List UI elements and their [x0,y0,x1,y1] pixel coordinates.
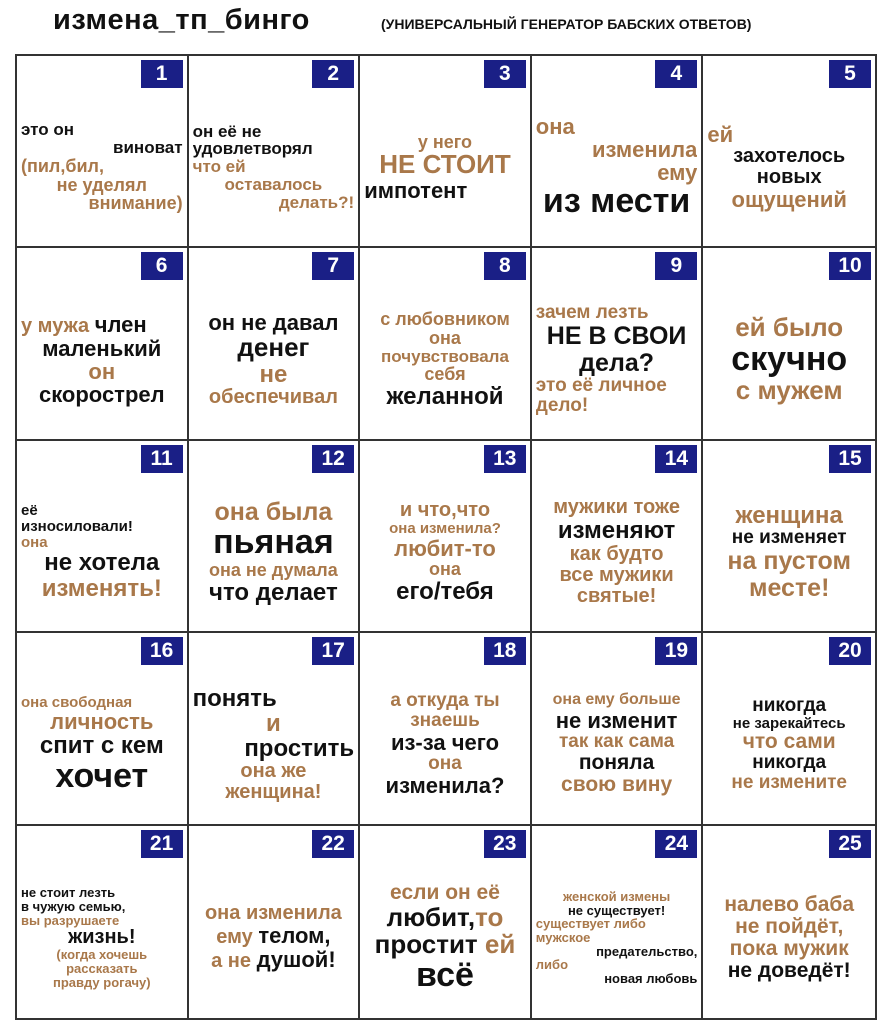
cell-number-badge: 14 [655,445,697,473]
bingo-cell [360,826,532,1018]
cell-number-badge: 8 [484,252,526,280]
cell-text [364,862,526,1014]
bingo-cell [189,826,361,1018]
bingo-cell [532,248,704,440]
cell-line: она же [240,760,307,783]
cell-line: она ему больше [552,691,681,709]
cell-text [364,92,526,242]
bingo-grid [15,54,877,1020]
cell-text [193,669,355,819]
cell-line: простить [244,734,355,762]
bingo-cell [532,826,704,1018]
cell-number-badge: 23 [484,830,526,858]
cell-number-badge: 12 [312,445,354,473]
cell-text [21,284,183,434]
cell-line: она свободная [21,693,133,711]
cell-line: зачем лезть [535,302,649,324]
cell-line: поняла [578,751,655,775]
cell-line: жизнь! [68,926,136,949]
cell-line: у него [417,131,473,152]
cell-line: что делает [209,578,338,606]
cell-text [707,477,871,627]
cell-text [536,284,698,434]
page-subtitle: (УНИВЕРСАЛЬНЫЙ ГЕНЕРАТОР БАБСКИХ ОТВЕТОВ) [381,16,752,32]
cell-line: никогда [752,694,827,716]
cell-line: не измените [731,772,847,794]
page-title: измена_тп_бинго [53,4,310,36]
cell-line: маленький [42,335,162,361]
cell-number-badge: 9 [655,252,697,280]
cell-line: не хотела [44,549,160,577]
cell-line: женщина! [225,781,322,804]
cell-line: все мужики [559,563,674,586]
cell-line: он [88,359,116,385]
cell-line: святые! [576,584,657,607]
cell-text [536,477,698,627]
cell-line: из-за чего [390,730,500,756]
cell-line: что сами [742,730,836,754]
cell-text [193,92,355,242]
cell-line: месте! [748,573,830,602]
cell-line: с мужем [735,375,843,406]
cell-line: пока мужик [729,936,849,960]
cell-line: оставалось [224,175,323,195]
cell-line: не стоит лезть [21,885,116,901]
bingo-cell [703,441,875,633]
cell-line: виноват [113,137,183,157]
cell-line: скорострел [38,382,165,408]
bingo-cell [189,633,361,825]
bingo-cell [703,826,875,1018]
cell-text [707,92,871,242]
cell-line: он её не [192,121,262,141]
cell-line: знаешь [410,710,480,732]
cell-line: скучно [731,339,848,378]
cell-line: личность [50,709,154,735]
cell-line: либо [535,957,569,973]
cell-line: ощущений [731,187,847,213]
bingo-cell [703,248,875,440]
cell-line: (когда хочешь [56,947,148,963]
cell-line: денег [237,332,310,363]
cell-line: не пойдёт, [735,914,844,938]
cell-text [707,284,871,434]
cell-line: не изменит [555,708,678,734]
cell-text [193,862,355,1014]
cell-line: у мужа член [21,311,147,337]
cell-line: что ей [192,157,246,177]
cell-line: желанной [386,383,504,411]
cell-line: любит-то [394,535,496,561]
cell-number-badge: 17 [312,637,354,665]
cell-number-badge: 5 [829,60,871,88]
cell-line: ей [707,122,734,148]
cell-text [364,669,526,819]
cell-line: ему телом, [216,923,331,949]
cell-text [536,669,698,819]
cell-line: его/тебя [396,577,494,605]
cell-line: себя [424,364,466,385]
cell-line: дело! [535,394,589,416]
cell-line: изменять! [41,574,162,602]
cell-number-badge: 25 [829,830,871,858]
cell-line: мужики тоже [553,496,680,519]
bingo-cell [17,633,189,825]
cell-text [536,92,698,242]
cell-line: она изменила [204,902,342,925]
cell-number-badge: 10 [829,252,871,280]
cell-line: на пустом [727,547,851,576]
cell-line: это он [21,120,75,140]
cell-line: её [21,502,38,520]
bingo-cell [17,56,189,248]
cell-line: не зарекайтесь [732,714,846,732]
bingo-cell [17,826,189,1018]
cell-text [707,669,871,819]
cell-number-badge: 13 [484,445,526,473]
cell-line: любит,то [386,901,504,932]
cell-number-badge: 22 [312,830,354,858]
cell-text [21,669,183,819]
cell-line: НЕ СТОИТ [379,149,511,180]
cell-text [21,477,183,627]
cell-line: не доведёт! [727,958,851,982]
bingo-cell [17,441,189,633]
bingo-cell [360,56,532,248]
cell-line: не изменяет [731,527,847,549]
bingo-cell [360,633,532,825]
cell-line: женщина [735,502,843,530]
cell-number-badge: 6 [141,252,183,280]
cell-line: ей было [735,312,844,343]
cell-number-badge: 3 [484,60,526,88]
cell-line: не уделял [56,174,147,195]
cell-line: делать?! [278,192,355,212]
cell-number-badge: 21 [141,830,183,858]
cell-line: захотелось [733,145,846,168]
cell-line: это её личное [535,374,667,396]
cell-line: она не думала [209,559,338,580]
cell-line: новая любовь [604,970,698,986]
cell-line: и что,что [399,499,491,522]
cell-text [364,477,526,627]
cell-line: ему [657,159,698,185]
bingo-cell [360,441,532,633]
cell-line: она [428,753,462,775]
cell-line: как будто [569,542,664,565]
cell-number-badge: 19 [655,637,697,665]
cell-line: почувствовала [381,346,509,366]
cell-line: внимание) [88,193,183,214]
cell-line: новых [756,166,822,189]
cell-number-badge: 11 [141,445,183,473]
cell-text [536,862,698,1014]
cell-line: она [21,533,48,551]
bingo-cell [532,56,704,248]
cell-line: в чужую семью, [21,899,126,914]
cell-line: изменила [591,136,698,162]
cell-line: обеспечивал [208,385,338,408]
cell-line: мужское [535,929,591,945]
cell-line: не [259,360,288,388]
bingo-cell [703,633,875,825]
cell-line: всё [416,956,474,995]
cell-number-badge: 16 [141,637,183,665]
cell-line: он не давал [208,310,339,336]
cell-line: удовлетворял [192,139,313,159]
cell-line: дела? [579,348,655,377]
cell-number-badge: 24 [655,830,697,858]
cell-number-badge: 20 [829,637,871,665]
cell-text [21,92,183,242]
cell-line: предательство, [596,943,698,959]
cell-line: простит ей [374,928,516,959]
cell-line: износиловали! [21,517,133,535]
cell-line: изменяют [557,517,676,545]
cell-line: никогда [752,752,827,774]
cell-line: (пил,бил, [21,155,104,176]
cell-line: она [429,327,461,348]
cell-line: вы разрушаете [21,912,120,928]
cell-number-badge: 4 [655,60,697,88]
bingo-cell [189,441,361,633]
cell-line: из мести [542,181,691,220]
cell-text [193,477,355,627]
cell-line: а не душой! [211,947,336,973]
cell-line: женской измены [563,889,671,905]
cell-line: а откуда ты [390,690,500,712]
cell-text [707,862,871,1014]
cell-line: изменила? [385,773,505,799]
cell-line: она изменила? [389,520,501,538]
bingo-cell [17,248,189,440]
cell-text [193,284,355,434]
bingo-cell [703,56,875,248]
cell-line: НЕ В СВОИ [546,322,687,351]
cell-line: она [429,558,461,579]
bingo-cell [189,56,361,248]
bingo-cell [360,248,532,440]
cell-text [21,862,183,1014]
cell-line: не существует! [567,902,666,918]
cell-line: так как сама [558,731,675,753]
bingo-cell [189,248,361,440]
cell-number-badge: 15 [829,445,871,473]
bingo-cell [532,633,704,825]
cell-number-badge: 2 [312,60,354,88]
cell-text [364,284,526,434]
cell-line: свою вину [561,773,673,797]
cell-line: понять [192,684,277,712]
cell-line: существует либо [535,916,646,932]
cell-line: и [266,709,281,737]
cell-line: спит с кем [39,732,164,760]
cell-number-badge: 18 [484,637,526,665]
cell-number-badge: 7 [312,252,354,280]
bingo-cell [532,441,704,633]
cell-line: рассказать [66,960,138,976]
cell-line: она [535,113,575,139]
cell-number-badge: 1 [141,60,183,88]
cell-line: хочет [55,756,149,795]
cell-line: пьяная [213,523,334,562]
cell-line: она была [214,497,333,526]
cell-line: правду рогачу) [53,974,151,990]
cell-line: налево баба [724,892,855,916]
cell-line: с любовником [380,308,510,329]
cell-line: импотент [364,177,468,203]
cell-line: если он её [390,880,500,904]
